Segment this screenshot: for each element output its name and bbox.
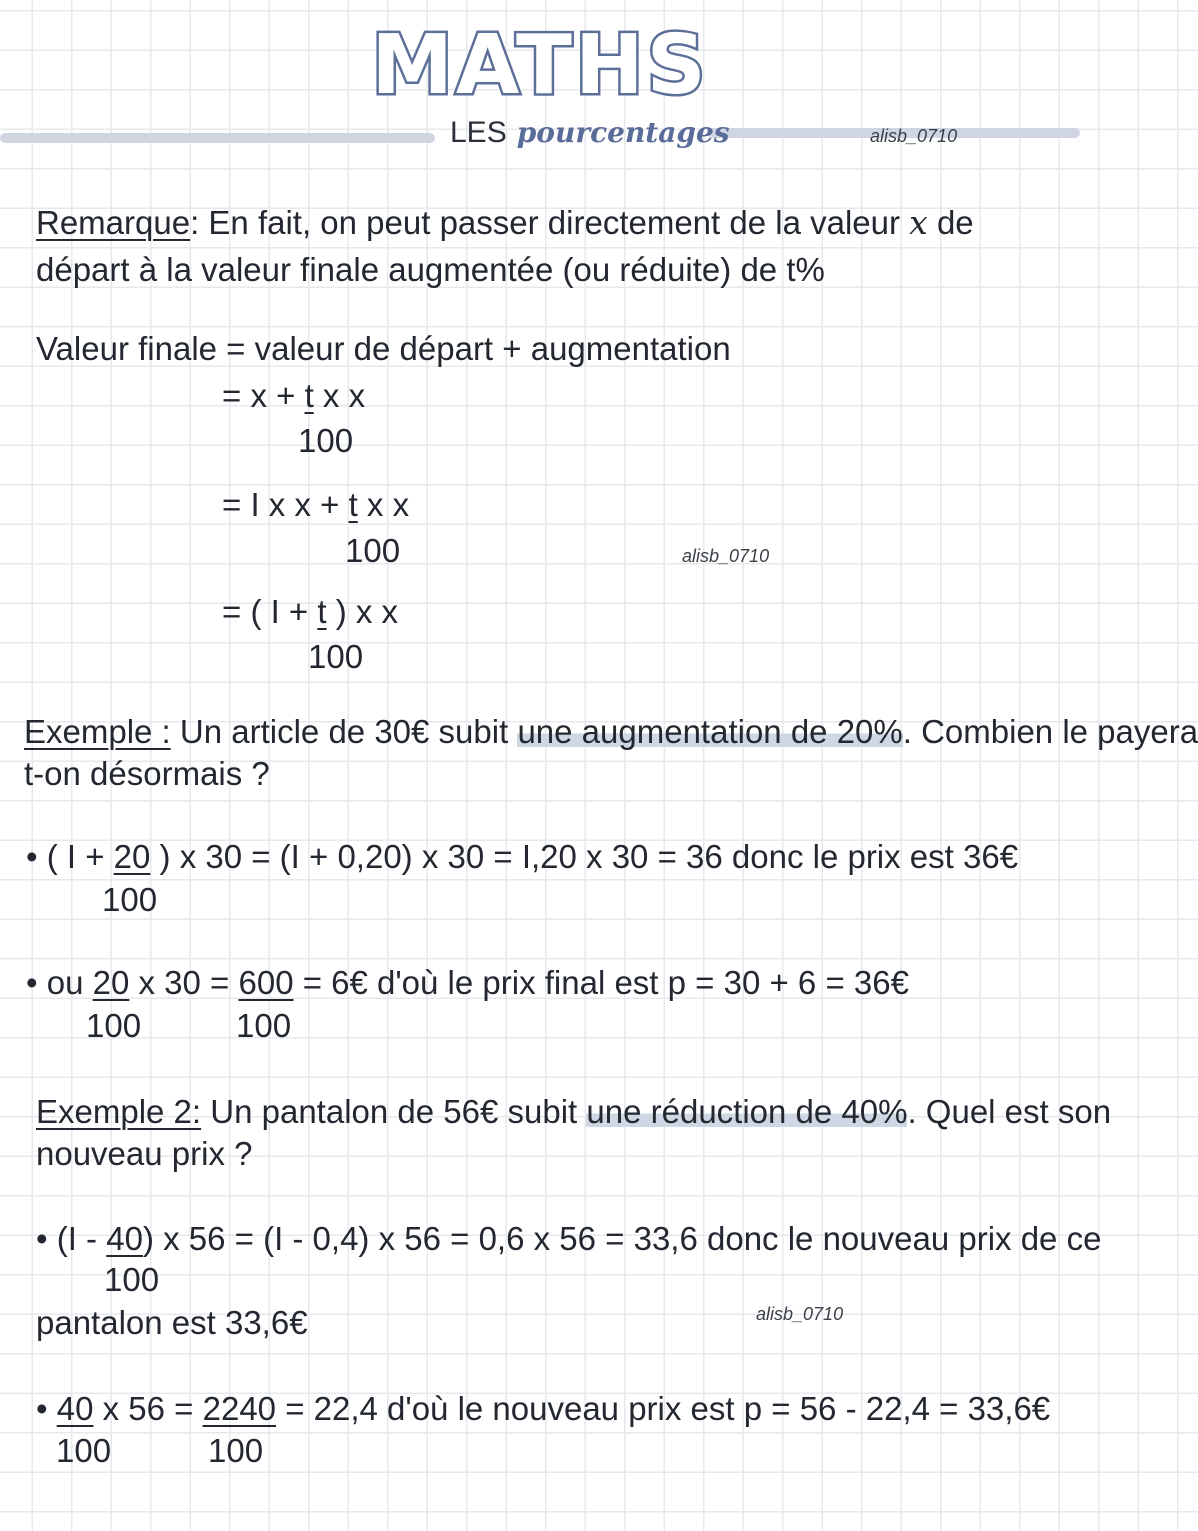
formula-line-2: = x + t x x bbox=[222, 377, 366, 414]
remark-line-2: départ à la valeur finale augmentée (ou réduite) de t% bbox=[36, 251, 825, 288]
watermark-bottom: alisb_0710 bbox=[756, 1304, 844, 1324]
watermark-middle: alisb_0710 bbox=[682, 546, 770, 566]
example1-label: Exemple : bbox=[24, 713, 171, 750]
formula-line-1: Valeur finale = valeur de départ + augmentation bbox=[36, 330, 731, 367]
example2-label: Exemple 2: bbox=[36, 1093, 202, 1130]
example2-bullet-2-denominator-1: 100 bbox=[56, 1432, 112, 1469]
example1-bullet-2-denominator-2: 100 bbox=[236, 1007, 292, 1044]
formula-line-3: = I x x + t x x bbox=[222, 486, 410, 523]
example2-bullet-1: • (I - 40) x 56 = (I - 0,4) x 56 = 0,6 x 56 = 33,6 donc le nouveau prix de ce bbox=[36, 1220, 1102, 1257]
example1-bullet-2-denominator-1: 100 bbox=[86, 1007, 142, 1044]
watermark-header: alisb_0710 bbox=[870, 126, 958, 146]
example2-bullet-2: • 40 x 56 = 2240 = 22,4 d'où le nouveau prix est p = 56 - 22,4 = 33,6€ bbox=[36, 1390, 1051, 1427]
formula-line-3-denominator: 100 bbox=[345, 532, 401, 569]
example1-line-1: Exemple : Un article de 30€ subit une augmentation de 20%. Combien le payera bbox=[24, 713, 1198, 750]
remark-line-1: Remarque: En fait, on peut passer directement de la valeur x de bbox=[36, 203, 974, 242]
example1-bullet-1-denominator: 100 bbox=[102, 881, 158, 918]
example2-bullet-2-denominator-2: 100 bbox=[208, 1432, 264, 1469]
example2-bullet-1-continuation: pantalon est 33,6€ bbox=[36, 1304, 308, 1341]
remark-label: Remarque bbox=[36, 204, 191, 241]
page-title: MATHS bbox=[371, 18, 709, 113]
example1-bullet-1: • ( I + 20 ) x 30 = (I + 0,20) x 30 = I,20 x 30 = 36 donc le prix est 36€ bbox=[26, 838, 1019, 875]
example2-line-1: Exemple 2: Un pantalon de 56€ subit une réduction de 40%. Quel est son bbox=[36, 1093, 1112, 1130]
example1-line-2: t-on désormais ? bbox=[24, 755, 270, 792]
subtitle-prefix: LES bbox=[450, 116, 507, 149]
header-divider-left bbox=[0, 133, 435, 143]
example2-bullet-1-denominator: 100 bbox=[104, 1261, 160, 1298]
example1-bullet-2: • ou 20 x 30 = 600 = 6€ d'où le prix final est p = 30 + 6 = 36€ bbox=[26, 964, 909, 1001]
subtitle-topic: pourcentages bbox=[516, 116, 730, 149]
formula-line-4: = ( I + t ) x x bbox=[222, 593, 399, 630]
formula-line-4-denominator: 100 bbox=[308, 638, 364, 675]
formula-line-2-denominator: 100 bbox=[298, 422, 354, 459]
subtitle bbox=[450, 116, 730, 150]
example2-line-2: nouveau prix ? bbox=[36, 1135, 253, 1172]
